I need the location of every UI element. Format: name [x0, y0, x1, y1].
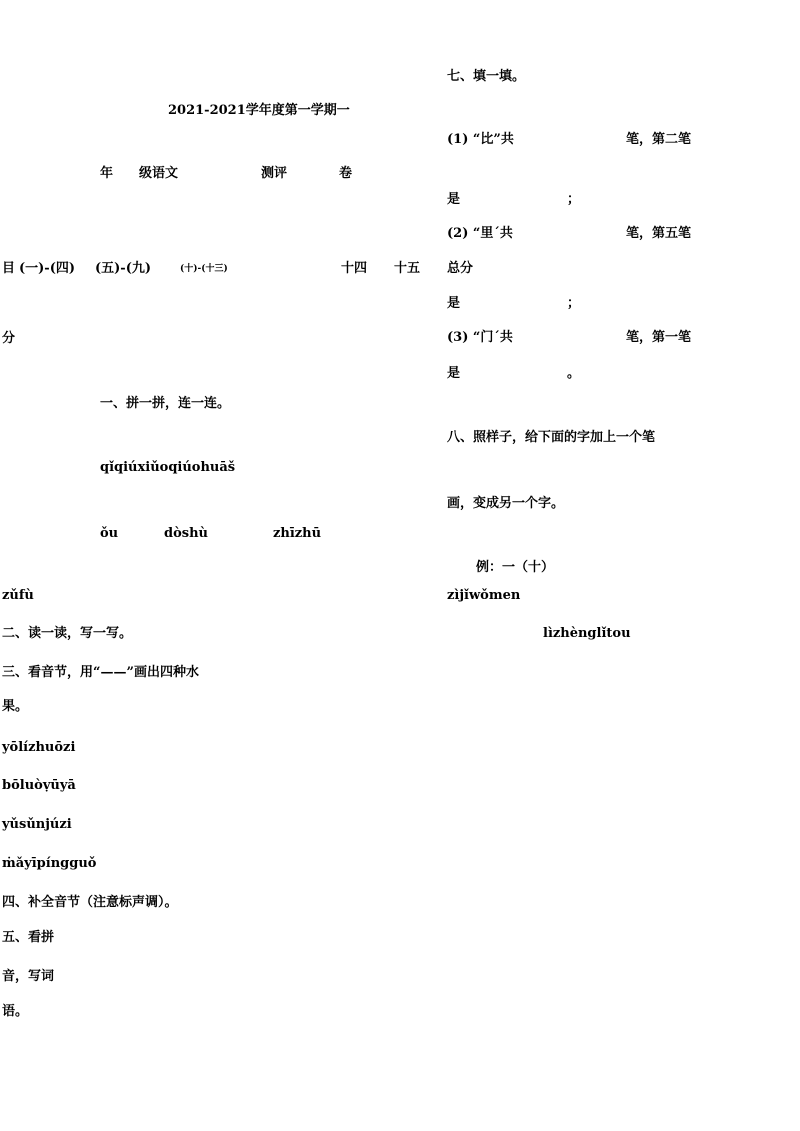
q1-extra: zǔfù [2, 588, 34, 603]
q8-example: 例：一（十） [476, 560, 555, 575]
q3-title-cont: 果。 [2, 699, 29, 714]
q2-title: 二、读一读，写一写。 [2, 626, 133, 641]
q7-3-shi: 是 [447, 366, 461, 381]
q3-pinyin-4: ṁǎyīpíngguǒ [2, 856, 97, 871]
score-total: 总分 [447, 261, 474, 276]
q7-1-end: ； [567, 192, 581, 207]
q1-word-1: ǒu [100, 526, 119, 541]
q8-pinyin-2: lìzhènglǐtou [543, 626, 631, 641]
score-col-5: 十五 [394, 261, 421, 276]
q7-title: 七、填一填。 [447, 69, 526, 84]
q1-title: 一、拼一拼，连一连。 [100, 396, 231, 411]
q7-3-stroke: 笔，第一笔 [626, 330, 692, 345]
score-col-1: (一)-(四) [19, 261, 75, 276]
score-col-4: 十四 [341, 261, 368, 276]
q5-title-cont: 音，写词 [2, 969, 55, 984]
q3-pinyin-2: bōluòṿūyā [2, 778, 76, 793]
doc-title: 2021-2021学年度第一学期一 [168, 103, 350, 118]
q7-2-stroke: 笔，第五笔 [626, 226, 692, 241]
title-nian: 年 [100, 166, 114, 181]
q5-title: 五、看拼 [2, 930, 55, 945]
q5-title-end: 语。 [2, 1004, 29, 1019]
score-col-2: (五)-(九) [95, 261, 151, 276]
q7-2-end: ； [567, 296, 581, 311]
q8-title-cont: 画，变成另一个字。 [447, 496, 565, 511]
score-col-3: (十)-(十三) [180, 264, 228, 274]
q7-2-prompt: (2) “里ˊ共 [447, 226, 513, 241]
q7-3-prompt: (3) “门ˊ共 [447, 330, 513, 345]
q7-1-prompt: (1) “比”共 [447, 132, 514, 147]
title-subject: 级语文 [139, 166, 179, 181]
q3-title: 三、看音节，用“——”画出四种水 [2, 665, 199, 680]
q3-pinyin-1: yōlízhuōzi [2, 740, 76, 755]
q7-1-stroke: 笔，第二笔 [626, 132, 692, 147]
q7-2-shi: 是 [447, 296, 461, 311]
q3-pinyin-3: yǔsǔnjúzi [2, 817, 72, 832]
q8-pinyin-1: zìjǐwǒmen [447, 588, 521, 603]
title-juan: 卷 [339, 166, 353, 181]
q4-title: 四、补全音节（注意标声调）。 [2, 895, 178, 910]
q8-title: 八、照样子，给下面的字加上一个笔 [447, 430, 656, 445]
q1-word-2: dòshù [164, 526, 208, 541]
q1-word-3: zhīzhū [273, 526, 322, 541]
title-ceping: 测评 [261, 166, 288, 181]
score-row-label: 目 [2, 261, 16, 276]
q1-pinyin-line: qǐqiúxiǔoqiúohuāš [100, 460, 236, 475]
score-row2-label: 分 [2, 331, 16, 346]
q7-1-shi: 是 [447, 192, 461, 207]
q7-3-end: 。 [567, 366, 581, 381]
